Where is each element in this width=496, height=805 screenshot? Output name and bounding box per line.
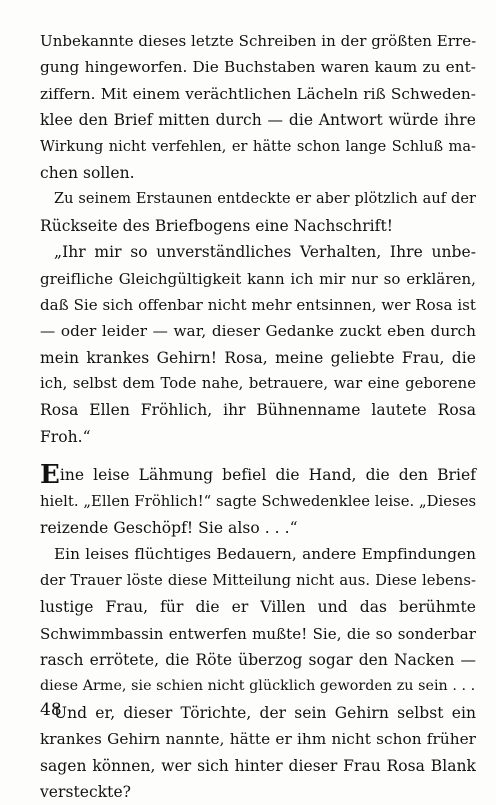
text-line: Und er, dieser Törichte, der sein Gehirn selbst ein xyxy=(54,703,476,722)
text-line: der Trauer löste diese Mitteilung nicht aus. Diese lebens- xyxy=(40,571,476,589)
text-line: Schwimmbassin entwerfen mußte! Sie, die so sonderbar xyxy=(40,624,476,643)
paragraph-6 xyxy=(40,700,476,805)
text-line: rasch errötete, die Röte überzog sogar den Nacken — xyxy=(40,650,476,669)
paragraph-3 xyxy=(40,239,476,450)
text-line: versteckte? xyxy=(40,782,132,801)
text-line: Rückseite des Briefbogens eine Nachschrift! xyxy=(40,216,394,235)
text-line-rest: ine leise Lähmung befiel die Hand, die den Brief xyxy=(59,466,476,485)
text-line: Wirkung nicht verfehlen, er hätte schon lange Schluß ma- xyxy=(40,138,476,155)
text-line: Unbekannte dieses letzte Schreiben in der größten Erre- xyxy=(40,32,477,50)
section-gap xyxy=(40,450,476,462)
text-line: reizende Geschöpf! Sie also . . .“ xyxy=(40,519,298,538)
text-line: Zu seinem Erstaunen entdeckte er aber plötzlich auf der xyxy=(54,191,476,208)
text-line: Froh.“ xyxy=(40,427,91,446)
text-line: Rosa Ellen Fröhlich, ihr Bühnenname lautete Rosa xyxy=(40,401,476,420)
text-line: chen sollen. xyxy=(40,163,135,182)
text-line: sagen können, wer sich hinter dieser Frau Rosa Blank xyxy=(40,756,476,775)
text-line: hielt. „Ellen Fröhlich!“ sagte Schwedenklee leise. „Dieses xyxy=(40,492,477,510)
text-line: lustige Frau, für die er Villen und das berühmte xyxy=(40,598,476,617)
text-line: klee den Brief mitten durch — die Antwort würde ihre xyxy=(40,111,476,130)
page-number: 48 xyxy=(40,700,62,720)
body-text xyxy=(40,28,476,805)
text-line: mein krankes Gehirn! Rosa, meine geliebte Frau, die xyxy=(40,348,476,367)
paragraph-1 xyxy=(40,28,476,186)
text-line: ich, selbst dem Tode nahe, betrauere, war eine geborene xyxy=(40,375,476,393)
paragraph-4 xyxy=(40,462,476,541)
text-line: daß Sie sich offenbar nicht mehr entsinnen, wer Rosa ist xyxy=(40,295,476,314)
text-line: — oder leider — war, dieser Gedanke zuckt eben durch xyxy=(40,322,476,341)
text-line: krankes Gehirn nannte, hätte er ihm nicht schon früher xyxy=(40,730,476,749)
drop-cap: E xyxy=(40,460,60,491)
paragraph-5 xyxy=(40,541,476,699)
text-line: gung hingeworfen. Die Buchstaben waren kaum zu ent- xyxy=(40,58,476,77)
text-line: greifliche Gleichgültigkeit kann ich mir nur so erklären, xyxy=(40,269,476,288)
text-line: diese Arme, sie schien nicht glücklich geworden zu sein . . . xyxy=(40,678,476,695)
paragraph-2 xyxy=(40,186,476,239)
text-line: Ein leises flüchtiges Bedauern, andere Empfindungen xyxy=(54,545,476,564)
text-line: „Ihr mir so unverständliches Verhalten, Ihre unbe- xyxy=(54,243,476,262)
text-line: ziffern. Mit einem verächtlichen Lächeln riß Schweden- xyxy=(40,84,476,103)
text-line xyxy=(40,460,476,491)
